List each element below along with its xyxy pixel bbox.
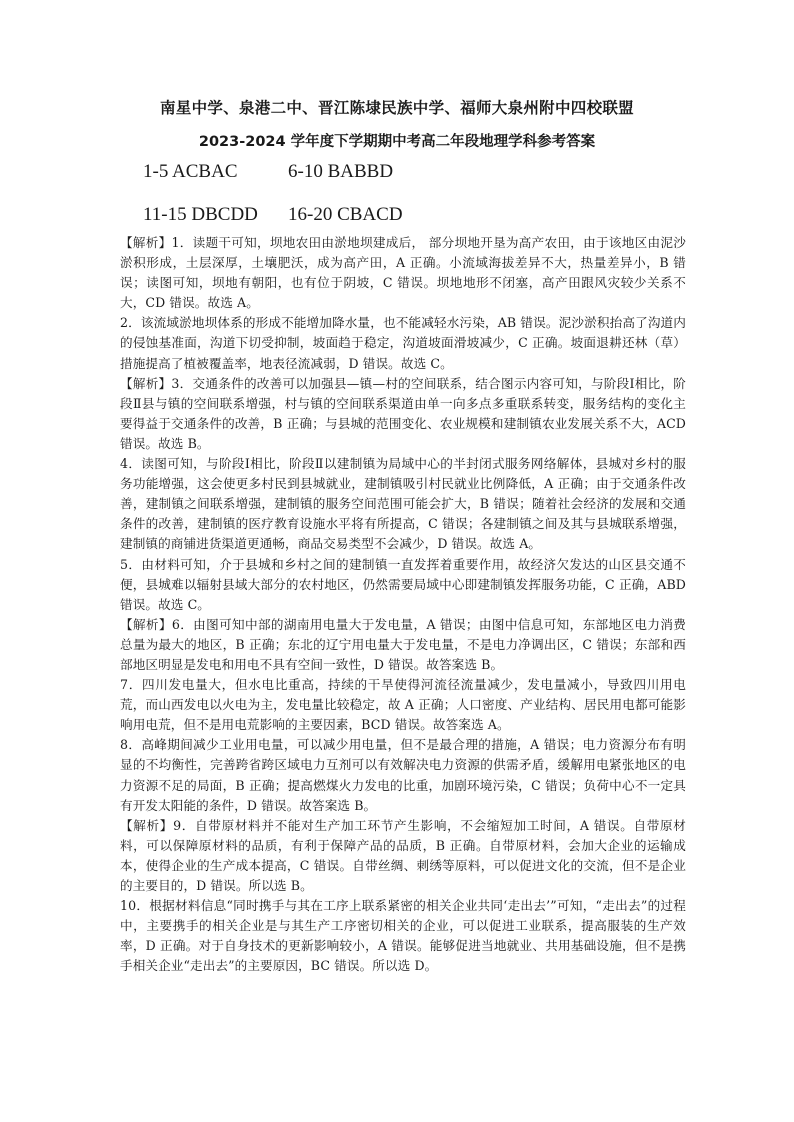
answer-group-11-15: 11-15 DBCDD [143,204,258,225]
explanation-q9: 【解析】9．自带原材料并不能对生产加工环节产生影响，不会缩短加工时间，A 错误。自带原材料，可以保障原材料的品质，有利于保障产品的品质，B 正确。自带原材料，会加大企业的运输成本，使得企业的生产成本提高，C 错误。自带丝绸、刺绣等原料，可以促进文化的交流，但不是企业的主要目的，D 错误。所以选 B。 [120,817,686,893]
explanation-q4: 4．读图可知，与阶段Ⅰ相比，阶段Ⅱ以建制镇为局域中心的半封闭式服务网络解体，县城对乡村的服务功能增强，这会使更多村民到县城就业，建制镇吸引村民就业比例降低，A 正确；由于交通条件改善，建制镇之间联系增强，建制镇的服务空间范围可能会扩大，B 错误；随着社会经济的发展和交通条件的改善，建制镇的医疗教育设施水平将有所提高，C 错误；各建制镇之间及其与县城联系增强，建制镇的商铺进货渠道更通畅，商品交易类型不会减少，D 错误。故选 A。 [120,456,686,552]
answer-group-6-10: 6-10 BABBD [288,161,394,182]
explanation-q6: 【解析】6．由图可知中部的湖南用电量大于发电量，A 错误；由图中信息可知，东部地区电力消费总量为最大的地区，B 正确；东北的辽宁用电量大于发电量，不是电力净调出区，C 错误；东部和西部地区明显是发电和用电不具有空间一致性，D 错误。故答案选 B。 [120,616,686,672]
explanation-q1: 【解析】1．读题干可知，坝地农田由淤地坝建成后， 部分坝地开垦为高产农田，由于该地区由泥沙淤积形成，土层深厚，土壤肥沃，成为高产田，A 正确。小流域海拔差异不大，热量差异小，B 错误；读图可知，坝地有朝阳，也有位于阴坡，C 错误。坝地地形不闭塞，高产田跟风灾较少关系不大，CD 错误。故选 A。 [120,235,686,311]
explanation-q7: 7．四川发电量大，但水电比重高，持续的干旱使得河流径流量减少，发电量减小，导致四川用电荒，而山西发电以火电为主，发电量比较稳定，故 A 正确；人口密度、产业结构、居民用电都可能影响用电荒，但不是用电荒影响的主要因素，BCD 错误。故答案选 A。 [120,677,686,733]
explanation-q8: 8．高峰期间减少工业用电量，可以减少用电量，但不是最合理的措施，A 错误；电力资源分布有明显的不均衡性，完善跨省跨区域电力互剂可以有效解决电力资源的供需矛盾，缓解用电紧张地区的电力资源不足的局面，B 正确；提高燃煤火力发电的比重，加剧环境污染，C 错误；负荷中心不一定具有开发太阳能的条件，D 错误。故答案选 B。 [120,737,686,813]
answer-group-16-20: 16-20 CBACD [288,204,403,225]
answer-group-1-5: 1-5 ACBAC [143,161,238,182]
school-alliance-title: 南星中学、泉港二中、晋江陈埭民族中学、福师大泉州附中四校联盟 [159,99,634,117]
explanation-q2: 2．该流域淤地坝体系的形成不能增加降水量，也不能减轻水污染，AB 错误。泥沙淤积抬高了沟道内的侵蚀基准面，沟道下切受抑制，坡面趋于稳定，沟道坡面滑坡减少，C 正确。坡面退耕还林（草）措施提高了植被覆盖率，地表径流减弱，D 错误。故选 C。 [120,315,686,371]
explanation-q3: 【解析】3．交通条件的改善可以加强县—镇—村的空间联系，结合图示内容可知，与阶段Ⅰ相比，阶段Ⅱ县与镇的空间联系增强，村与镇的空间联系渠道由单一向多点多重联系转变，服务结构的变化主要得益于交通条件的改善，B 正确；与县城的范围变化、农业规模和建制镇农业发展关系不大，ACD 错误。故选 B。 [120,375,686,451]
exam-title: 2023-2024 学年度下学期期中考高二年段地理学科参考答案 [198,134,596,150]
explanation-q5: 5．由材料可知，介于县城和乡村之间的建制镇一直发挥着重要作用，故经济欠发达的山区县交通不便，县城难以辐射县域大部分的农村地区，仍然需要局域中心即建制镇发挥服务功能，C 正确，ABD 错误。故选 C。 [120,556,686,612]
explanation-body [120,233,686,976]
explanation-q10: 10．根据材料信息“同时携手与其在工序上联系紧密的相关企业共同‘走出去’”可知，“走出去”的过程中，主要携手的相关企业是与其生产工序密切相关的企业，可以促进工业联系，提高服装的生产效率，D 正确。对于自身技术的更新影响较小，A 错误。能够促进当地就业、共用基础设施，但不是携手相关企业“走出去”的主要原因，BC 错误。所以选 D。 [120,898,686,974]
